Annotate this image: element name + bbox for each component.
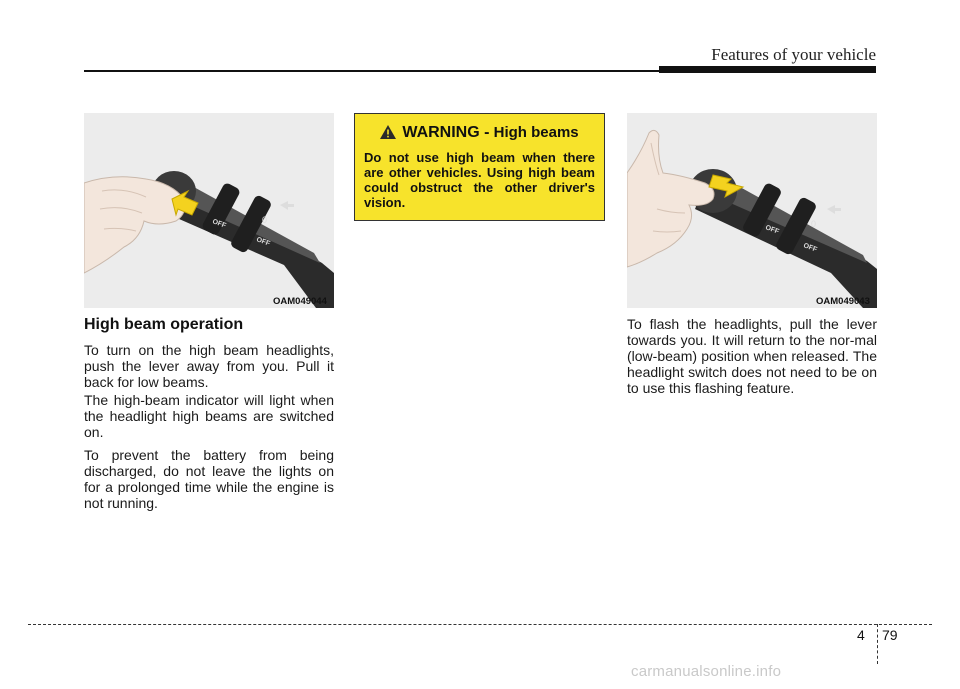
switch-off-label-1: OFF [211,218,227,230]
paragraph-flash: To flash the headlights, pull the lever towards you. It will return to the nor-mal (low-beam) position when released. The headlight switch does not need to be on to use this flashing feature. [627,316,877,396]
warning-label: WARNING - [402,124,490,141]
footer-rule [28,624,932,625]
watermark: carmanualsonline.info [631,663,782,680]
switch-off-label-3: OFF [764,224,780,236]
section-heading: High beam operation [84,316,244,333]
image-caption-left: OAM049044 [273,296,327,307]
paragraph-3: To prevent the battery from being discharged, do not leave the lights on for a prolonged time while the engine is not running. [84,447,334,511]
warning-title [355,124,604,142]
switch-zero-label-right: 0 [811,219,817,229]
switch-off-label-2: OFF [255,236,271,248]
header-rule-accent [659,66,876,73]
warning-triangle-icon [380,125,396,139]
switch-off-label-4: OFF [802,242,818,254]
paragraph-1: To turn on the high beam headlights, push the lever away from you. Pull it back for low beams. [84,342,334,390]
high-beam-flash-photo [627,113,877,308]
page-header-title: Features of your vehicle [711,45,876,64]
switch-zero-label: 0 [262,215,268,225]
warning-box [354,113,605,221]
paragraph-2: The high-beam indicator will light when the headlight high beams are switched on. [84,392,334,440]
lever-pull-illustration [627,113,877,308]
high-beam-push-photo [84,113,334,308]
header-rule [84,70,659,72]
warning-subject: High beams [489,124,579,141]
page-number: 79 [882,627,898,643]
chapter-number: 4 [857,627,865,643]
image-caption-right: OAM049043 [816,296,870,307]
footer-divider [877,624,878,664]
warning-body: Do not use high beam when there are other vehicles. Using high beam could obstruct the other driver's vision. [364,150,595,210]
lever-push-illustration [84,113,334,308]
